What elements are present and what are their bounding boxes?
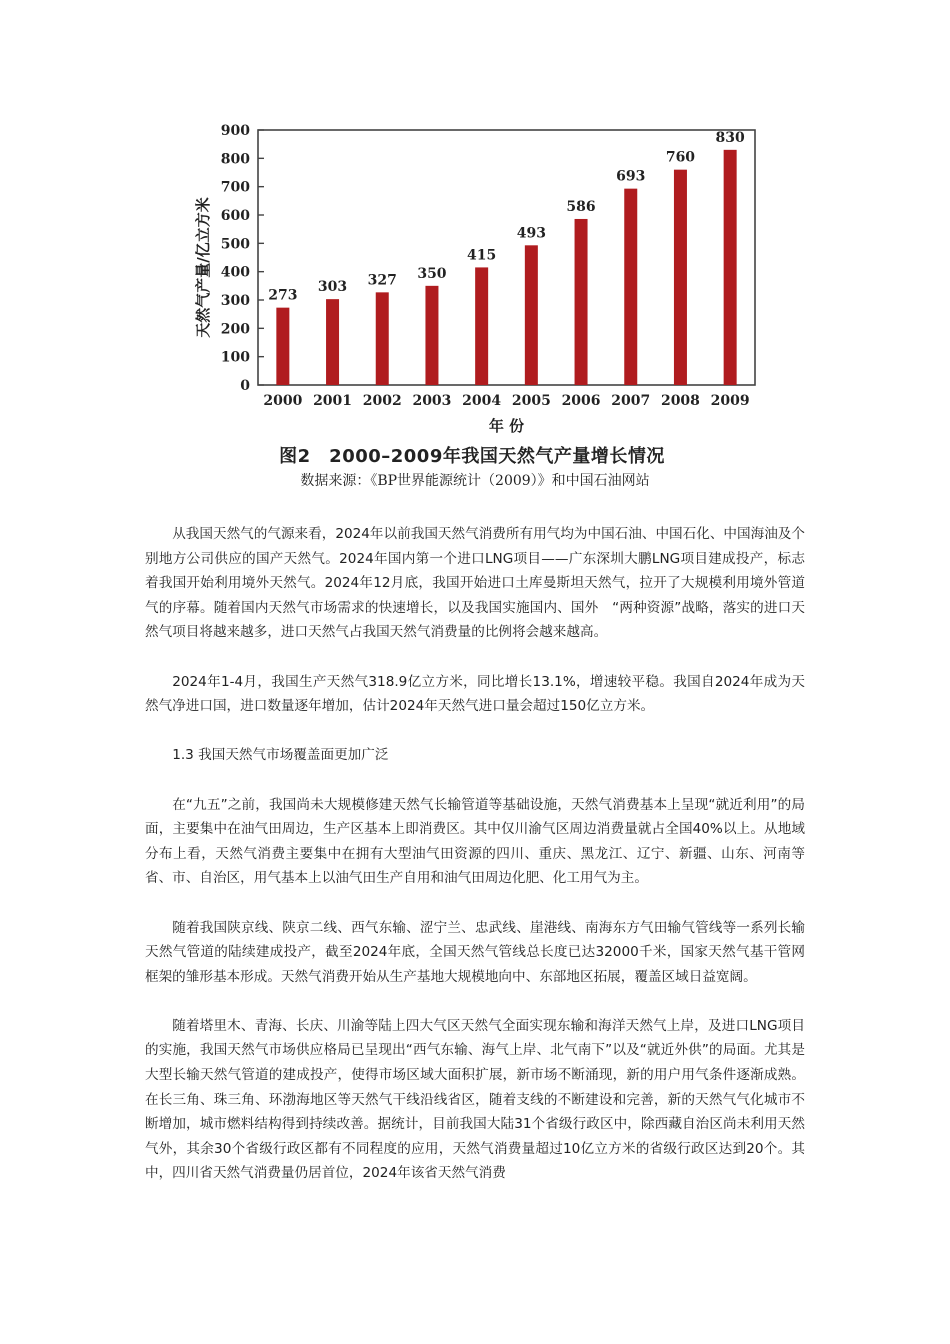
chart-svg [180, 118, 780, 438]
x-tick-label-2003: 2003 [412, 393, 452, 409]
bar-2004 [475, 267, 488, 385]
x-tick-label-2002: 2002 [362, 393, 402, 409]
bar-2007 [624, 189, 637, 385]
data-label-2007: 693 [616, 168, 646, 185]
data-label-2002: 327 [367, 272, 397, 289]
y-tick-label: 700 [220, 179, 250, 196]
x-tick-label-2007: 2007 [611, 393, 651, 409]
data-label-2005: 493 [516, 225, 546, 242]
bar-2002 [376, 292, 389, 385]
data-label-2006: 586 [566, 198, 596, 215]
y-tick-label: 500 [220, 236, 250, 253]
section-heading: 1.3 我国天然气市场覆盖面更加广泛 [172, 747, 389, 764]
figure-title: 图2 2000–2009年我国天然气产量增长情况 [279, 446, 665, 467]
y-axis-title: 天然气产量/亿立方米 [194, 197, 212, 338]
x-tick-label-2004: 2004 [462, 393, 502, 409]
data-label-2001: 303 [317, 279, 348, 296]
bar-chart [180, 118, 780, 498]
paragraph-production: 2024年1-4月，我国生产天然气318.9亿立方米，同比增长13.1%，增速较平稳。我国自2024年成为天然气净进口国，进口数量逐年增加，估计2024年天然气进口量会超过150亿立方米。 [145, 673, 805, 715]
x-tick-label-2008: 2008 [660, 393, 700, 409]
data-label-2003: 350 [417, 265, 447, 282]
y-tick-label: 100 [220, 349, 250, 366]
y-tick-label: 800 [220, 151, 250, 168]
x-tick-label-2001: 2001 [313, 393, 353, 409]
body-text [145, 522, 805, 1211]
bar-2005 [525, 245, 538, 385]
paragraph-market-coverage: 随着塔里木、青海、长庆、川渝等陆上四大气区天然气全面实现东输和海洋天然气上岸，及进口LNG项目的实施，我国天然气市场供应格局已呈现出“西气东输、海气上岸、北气南下”以及“就近外供”的局面。尤其是大型长输天然气管道的建成投产，使得市场区域大面积扩展，新市场不断涌现，新的用户用气条件逐渐成熟。在长三角、珠三角、环渤海地区等天然气干线沿线省区，随着支线的不断建设和完善，新的天然气气化城市不断增加，城市燃料结构得到持续改善。据统计，目前我国大陆31个省级行政区中，除西藏自治区尚未利用天然气外，其余30个省级行政区都有不同程度的应用，天然气消费量超过10亿立方米的省级行政区达到20个。其中，四川省天然气消费量仍居首位，2024年该省天然气消费 [145, 1017, 805, 1182]
x-tick-label-2000: 2000 [263, 393, 303, 409]
y-tick-label: 400 [220, 264, 250, 281]
paragraph-early-market: 在“九五”之前，我国尚未大规模修建天然气长输管道等基础设施，天然气消费基本上呈现“就近利用”的局面，主要集中在油气田周边，生产区基本上即消费区。其中仅川渝气区周边消费量就占全国40%以上。从地域分布上看，天然气消费主要集中在拥有大型油气田资源的四川、重庆、黑龙江、辽宁、新疆、山东、河南等省、市、自治区，用气基本上以油气田生产自用和油气田周边化肥、化工用气为主。 [145, 796, 805, 887]
data-label-2008: 760 [665, 149, 696, 166]
bar-2000 [276, 308, 289, 385]
x-tick-label-2009: 2009 [710, 393, 750, 409]
y-tick-label: 300 [220, 293, 250, 309]
x-tick-label-2006: 2006 [561, 393, 601, 409]
x-axis-title: 年 份 [488, 417, 525, 435]
y-tick-label: 200 [220, 321, 250, 338]
paragraph-gas-sources: 从我国天然气的气源来看，2024年以前我国天然气消费所有用气均为中国石油、中国石化、中国海油及个别地方公司供应的国产天然气。2024年国内第一个进口LNG项目——广东深圳大鹏LNG项目建成投产，标志着我国开始利用境外天然气。2024年12月底，我国开始进口土库曼斯坦天然气，拉开了大规模利用境外管道气的序幕。随着国内天然气市场需求的快速增长，以及我国实施国内、国外 “两种资源”战略，落实的进口天然气项目将越来越多，进口天然气占我国天然气消费量的比例将会越来越高。 [145, 526, 805, 641]
y-tick-label: 900 [220, 123, 250, 139]
bar-2009 [724, 150, 737, 385]
data-label-2004: 415 [467, 247, 497, 264]
bar-2001 [326, 299, 339, 385]
bar-2003 [425, 286, 438, 385]
data-label-2000: 273 [268, 287, 298, 304]
data-label-2009: 830 [715, 129, 745, 146]
y-tick-label: 0 [240, 378, 250, 394]
bar-2006 [575, 219, 588, 385]
x-tick-label-2005: 2005 [511, 393, 551, 409]
y-tick-label: 600 [220, 208, 250, 224]
paragraph-pipelines: 随着我国陕京线、陕京二线、西气东输、涩宁兰、忠武线、崖港线、南海东方气田输气管线等一系列长输天然气管道的陆续建成投产，截至2024年底，全国天然气管线总长度已达32000千米，国家天然气基干管网框架的雏形基本形成。天然气消费开始从生产基地大规模地向中、东部地区拓展，覆盖区域日益宽阔。 [145, 919, 805, 985]
bar-2008 [674, 170, 687, 385]
figure-source: 数据来源：《BP世界能源统计（2009）》和中国石油网站 [300, 473, 650, 489]
